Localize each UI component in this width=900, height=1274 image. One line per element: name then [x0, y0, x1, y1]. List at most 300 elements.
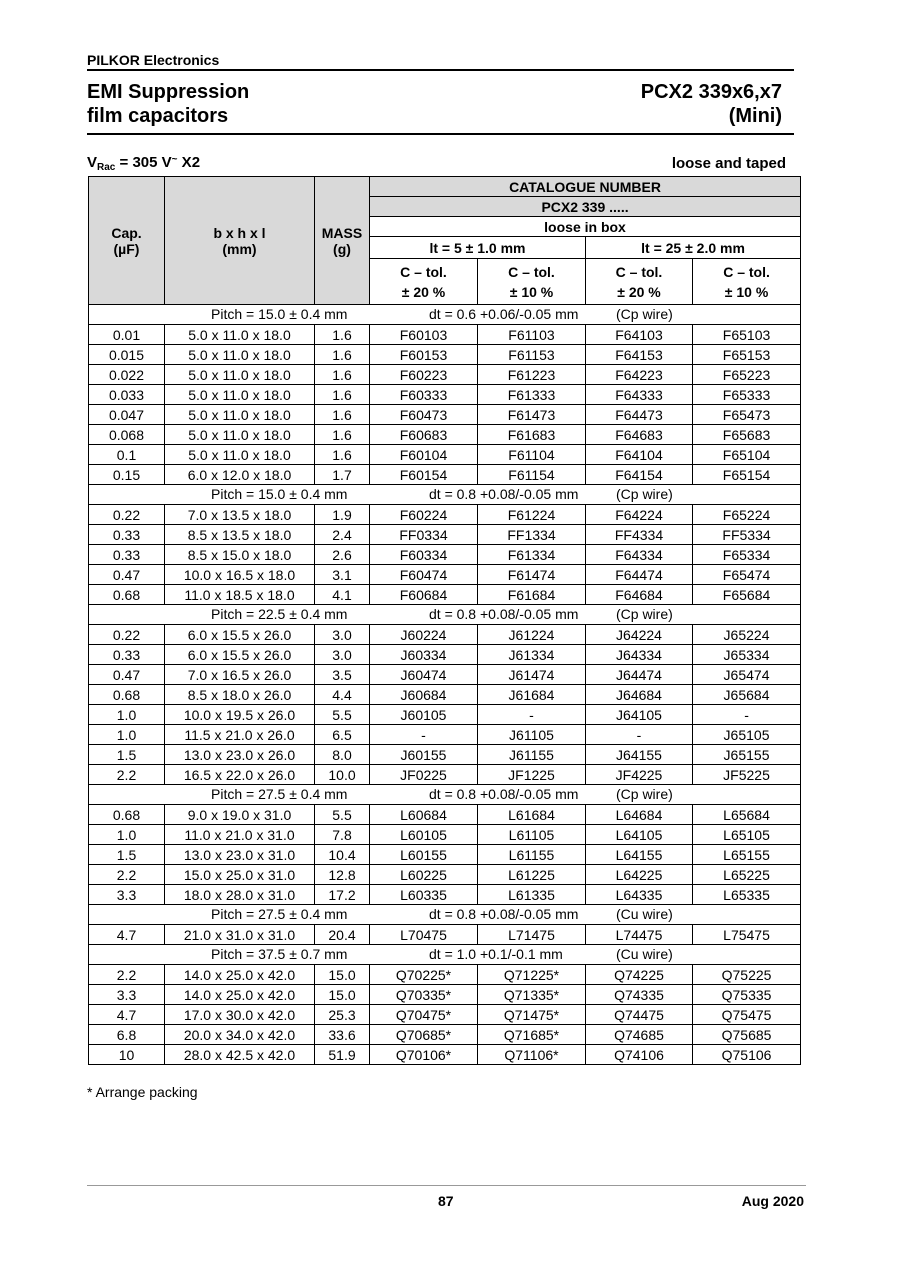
dimensions-cell: 16.5 x 22.0 x 26.0	[165, 765, 315, 785]
footer-rule	[87, 1185, 806, 1186]
catalogue-cell-25-20: F64153	[586, 345, 693, 365]
catalogue-cell-25-10: Q75225	[693, 965, 801, 985]
catalogue-cell-5-20: Q70475*	[370, 1005, 478, 1025]
table-row	[89, 565, 801, 585]
catalogue-number-header: CATALOGUE NUMBER	[370, 177, 801, 197]
dimensions-cell: 5.0 x 11.0 x 18.0	[165, 345, 315, 365]
catalogue-cell-25-10: J65224	[693, 625, 801, 645]
catalogue-cell-5-10: L61155	[478, 845, 586, 865]
table-row	[89, 445, 801, 465]
mass-cell: 3.0	[315, 625, 370, 645]
wire-diameter-spec: dt = 0.8 +0.08/-0.05 mm	[429, 486, 579, 502]
pitch-row	[89, 785, 801, 805]
dimensions-cell: 5.0 x 11.0 x 18.0	[165, 365, 315, 385]
catalogue-cell-25-20: J64224	[586, 625, 693, 645]
mass-cell: 10.0	[315, 765, 370, 785]
cap-cell: 1.0	[89, 705, 165, 725]
mass-cell: 4.1	[315, 585, 370, 605]
cap-cell: 0.33	[89, 645, 165, 665]
catalogue-cell-5-20: F60683	[370, 425, 478, 445]
lead-length-5-header: lt = 5 ± 1.0 mm	[370, 237, 586, 259]
catalogue-cell-25-10: F65223	[693, 365, 801, 385]
tol-label: C – tol.	[400, 263, 447, 280]
cap-cell: 3.3	[89, 885, 165, 905]
catalogue-cell-5-10: Q71335*	[478, 985, 586, 1005]
mass-cell: 12.8	[315, 865, 370, 885]
catalogue-cell-5-10: L61225	[478, 865, 586, 885]
dimensions-cell: 20.0 x 34.0 x 42.0	[165, 1025, 315, 1045]
dimensions-cell: 18.0 x 28.0 x 31.0	[165, 885, 315, 905]
company-name: PILKOR Electronics	[87, 52, 220, 68]
dimensions-cell: 13.0 x 23.0 x 31.0	[165, 845, 315, 865]
pitch-row	[89, 905, 801, 925]
catalogue-cell-25-20: L64684	[586, 805, 693, 825]
tol-value: ± 10 %	[509, 283, 554, 300]
catalogue-cell-25-20: JF4225	[586, 765, 693, 785]
catalogue-table	[88, 176, 801, 1065]
footer-date: Aug 2020	[741, 1193, 804, 1209]
catalogue-cell-25-20: F64224	[586, 505, 693, 525]
table-row	[89, 805, 801, 825]
dimensions-cell: 10.0 x 19.5 x 26.0	[165, 705, 315, 725]
dimensions-cell: 11.0 x 21.0 x 31.0	[165, 825, 315, 845]
catalogue-cell-25-20: L64335	[586, 885, 693, 905]
catalogue-cell-5-20: F60103	[370, 325, 478, 345]
cap-cell: 3.3	[89, 985, 165, 1005]
table-row	[89, 625, 801, 645]
table-row	[89, 725, 801, 745]
pitch-row	[89, 485, 801, 505]
catalogue-cell-25-20: F64333	[586, 385, 693, 405]
catalogue-cell-25-10: L65105	[693, 825, 801, 845]
table-row	[89, 1005, 801, 1025]
table-row	[89, 525, 801, 545]
dimensions-cell: 6.0 x 15.5 x 26.0	[165, 625, 315, 645]
mass-cell: 1.6	[315, 385, 370, 405]
catalogue-cell-5-10: Q71685*	[478, 1025, 586, 1045]
catalogue-cell-25-20: J64474	[586, 665, 693, 685]
catalogue-cell-25-10: L65335	[693, 885, 801, 905]
catalogue-cell-5-20: FF0334	[370, 525, 478, 545]
mass-cell: 6.5	[315, 725, 370, 745]
catalogue-cell-5-20: F60223	[370, 365, 478, 385]
catalogue-cell-5-20: L70475	[370, 925, 478, 945]
cap-cell: 2.2	[89, 965, 165, 985]
catalogue-cell-5-20: Q70225*	[370, 965, 478, 985]
voltage-rating	[87, 154, 200, 173]
catalogue-cell-25-20: Q74685	[586, 1025, 693, 1045]
catalogue-cell-5-10: F61333	[478, 385, 586, 405]
wire-diameter-spec: dt = 0.6 +0.06/-0.05 mm	[429, 306, 579, 322]
table-row	[89, 685, 801, 705]
part-line-2: (Mini)	[728, 105, 782, 127]
catalogue-cell-5-10: J61474	[478, 665, 586, 685]
catalogue-cell-25-10: F65684	[693, 585, 801, 605]
cap-cell: 0.047	[89, 405, 165, 425]
catalogue-cell-25-20: -	[586, 725, 693, 745]
catalogue-cell-5-10: L61105	[478, 825, 586, 845]
dimensions-cell: 5.0 x 11.0 x 18.0	[165, 445, 315, 465]
dimensions-cell: 28.0 x 42.5 x 42.0	[165, 1045, 315, 1065]
dimensions-cell: 21.0 x 31.0 x 31.0	[165, 925, 315, 945]
catalogue-cell-5-20: L60684	[370, 805, 478, 825]
catalogue-cell-25-10: -	[693, 705, 801, 725]
mass-cell: 15.0	[315, 985, 370, 1005]
catalogue-cell-25-20: L64155	[586, 845, 693, 865]
dimensions-cell: 5.0 x 11.0 x 18.0	[165, 425, 315, 445]
catalogue-cell-25-20: F64683	[586, 425, 693, 445]
cap-cell: 0.47	[89, 565, 165, 585]
col-header-cap	[89, 177, 165, 305]
pitch-spec: Pitch = 15.0 ± 0.4 mm	[211, 486, 348, 502]
table-row	[89, 505, 801, 525]
catalogue-cell-25-10: F65224	[693, 505, 801, 525]
catalogue-cell-5-10: J61684	[478, 685, 586, 705]
mass-cell: 15.0	[315, 965, 370, 985]
catalogue-cell-25-10: J65334	[693, 645, 801, 665]
mass-cell: 4.4	[315, 685, 370, 705]
catalogue-cell-5-20: J60105	[370, 705, 478, 725]
cap-cell: 6.8	[89, 1025, 165, 1045]
dimensions-label: b x h x l	[213, 224, 266, 241]
catalogue-cell-5-10: F61334	[478, 545, 586, 565]
catalogue-cell-25-10: J65155	[693, 745, 801, 765]
cap-cell: 4.7	[89, 925, 165, 945]
cap-cell: 1.0	[89, 725, 165, 745]
catalogue-cell-5-20: J60155	[370, 745, 478, 765]
part-number	[641, 80, 782, 128]
wire-type: (Cp wire)	[616, 306, 673, 322]
catalogue-cell-5-20: F60334	[370, 545, 478, 565]
catalogue-cell-5-20: F60473	[370, 405, 478, 425]
wire-diameter-spec: dt = 1.0 +0.1/-0.1 mm	[429, 946, 563, 962]
dimensions-cell: 5.0 x 11.0 x 18.0	[165, 325, 315, 345]
catalogue-cell-25-20: Q74106	[586, 1045, 693, 1065]
catalogue-cell-25-10: Q75106	[693, 1045, 801, 1065]
dimensions-cell: 5.0 x 11.0 x 18.0	[165, 405, 315, 425]
table-row	[89, 465, 801, 485]
voltage-class: X2	[177, 154, 201, 171]
catalogue-cell-5-10: F61683	[478, 425, 586, 445]
dimensions-cell: 8.5 x 18.0 x 26.0	[165, 685, 315, 705]
catalogue-cell-25-10: J65105	[693, 725, 801, 745]
table-row	[89, 825, 801, 845]
page-number: 87	[438, 1193, 454, 1209]
mass-label: MASS	[321, 224, 363, 241]
cap-cell: 0.022	[89, 365, 165, 385]
catalogue-cell-25-10: F65333	[693, 385, 801, 405]
catalogue-cell-25-20: L74475	[586, 925, 693, 945]
mass-cell: 1.7	[315, 465, 370, 485]
cap-cell: 0.15	[89, 465, 165, 485]
table-row	[89, 885, 801, 905]
catalogue-cell-25-20: F64104	[586, 445, 693, 465]
catalogue-cell-5-10: F61224	[478, 505, 586, 525]
pitch-spec: Pitch = 15.0 ± 0.4 mm	[211, 306, 348, 322]
wire-diameter-spec: dt = 0.8 +0.08/-0.05 mm	[429, 786, 579, 802]
table-row	[89, 925, 801, 945]
dimensions-cell: 7.0 x 13.5 x 18.0	[165, 505, 315, 525]
catalogue-cell-25-20: L64225	[586, 865, 693, 885]
dimensions-cell: 13.0 x 23.0 x 26.0	[165, 745, 315, 765]
dimensions-cell: 6.0 x 12.0 x 18.0	[165, 465, 315, 485]
cap-cell: 0.68	[89, 805, 165, 825]
voltage-value: = 305 V	[115, 154, 172, 171]
pitch-cell	[89, 945, 801, 965]
catalogue-cell-5-20: L60105	[370, 825, 478, 845]
tol-label: C – tol.	[508, 263, 555, 280]
catalogue-cell-25-20: F64473	[586, 405, 693, 425]
catalogue-cell-25-20: F64223	[586, 365, 693, 385]
pitch-spec: Pitch = 27.5 ± 0.4 mm	[211, 906, 348, 922]
pitch-cell	[89, 305, 801, 325]
pitch-row	[89, 945, 801, 965]
dimensions-cell: 11.5 x 21.0 x 26.0	[165, 725, 315, 745]
catalogue-cell-25-20: L64105	[586, 825, 693, 845]
wire-type: (Cu wire)	[616, 906, 673, 922]
part-line-1: PCX2 339x6,x7	[640, 81, 782, 103]
catalogue-cell-5-10: L71475	[478, 925, 586, 945]
catalogue-cell-25-20: Q74225	[586, 965, 693, 985]
catalogue-cell-5-20: F60104	[370, 445, 478, 465]
cap-cell: 4.7	[89, 1005, 165, 1025]
catalogue-cell-5-10: J61334	[478, 645, 586, 665]
mass-cell: 1.6	[315, 405, 370, 425]
mass-cell: 3.1	[315, 565, 370, 585]
document-title	[87, 80, 249, 128]
table-row	[89, 985, 801, 1005]
cap-cell: 0.01	[89, 325, 165, 345]
table-row	[89, 585, 801, 605]
mass-cell: 5.5	[315, 805, 370, 825]
catalogue-cell-25-10: F65153	[693, 345, 801, 365]
cap-cell: 0.33	[89, 525, 165, 545]
pitch-cell	[89, 905, 801, 925]
cap-unit: (µF)	[113, 240, 140, 257]
wire-diameter-spec: dt = 0.8 +0.08/-0.05 mm	[429, 606, 579, 622]
table-row	[89, 845, 801, 865]
catalogue-cell-25-10: J65474	[693, 665, 801, 685]
mass-cell: 10.4	[315, 845, 370, 865]
catalogue-cell-5-20: F60154	[370, 465, 478, 485]
table-row	[89, 665, 801, 685]
cap-cell: 0.47	[89, 665, 165, 685]
catalogue-cell-25-20: F64334	[586, 545, 693, 565]
dimensions-cell: 8.5 x 15.0 x 18.0	[165, 545, 315, 565]
mass-cell: 1.9	[315, 505, 370, 525]
catalogue-cell-5-20: F60333	[370, 385, 478, 405]
tolerance-20-header	[370, 259, 478, 305]
cap-cell: 1.0	[89, 825, 165, 845]
col-header-mass	[315, 177, 370, 305]
catalogue-cell-5-20: J60224	[370, 625, 478, 645]
catalogue-cell-25-20: J64334	[586, 645, 693, 665]
catalogue-cell-25-20: F64103	[586, 325, 693, 345]
wire-type: (Cp wire)	[616, 486, 673, 502]
header-rule	[87, 69, 794, 71]
pitch-cell	[89, 785, 801, 805]
catalogue-cell-5-20: Q70685*	[370, 1025, 478, 1045]
mass-cell: 3.5	[315, 665, 370, 685]
wire-type: (Cp wire)	[616, 606, 673, 622]
cap-cell: 0.1	[89, 445, 165, 465]
cap-cell: 0.68	[89, 585, 165, 605]
dimensions-unit: (mm)	[222, 240, 257, 257]
mass-cell: 5.5	[315, 705, 370, 725]
catalogue-cell-25-10: L65155	[693, 845, 801, 865]
mass-cell: 7.8	[315, 825, 370, 845]
table-row	[89, 865, 801, 885]
packing-type: loose and taped	[671, 155, 786, 172]
pitch-spec: Pitch = 22.5 ± 0.4 mm	[211, 606, 348, 622]
catalogue-cell-5-10: FF1334	[478, 525, 586, 545]
pitch-cell	[89, 605, 801, 625]
catalogue-cell-5-10: J61155	[478, 745, 586, 765]
pitch-row	[89, 305, 801, 325]
pitch-spec: Pitch = 37.5 ± 0.7 mm	[211, 946, 348, 962]
dimensions-cell: 14.0 x 25.0 x 42.0	[165, 965, 315, 985]
dimensions-cell: 8.5 x 13.5 x 18.0	[165, 525, 315, 545]
title-line-2: film capacitors	[87, 105, 229, 127]
table-row	[89, 345, 801, 365]
voltage-subscript: Rac	[97, 162, 116, 173]
catalogue-cell-25-20: F64474	[586, 565, 693, 585]
catalogue-cell-25-10: L65225	[693, 865, 801, 885]
table-body	[89, 305, 801, 1065]
catalogue-cell-5-10: JF1225	[478, 765, 586, 785]
mass-cell: 1.6	[315, 365, 370, 385]
mass-cell: 1.6	[315, 325, 370, 345]
catalogue-cell-5-20: F60684	[370, 585, 478, 605]
table-row	[89, 325, 801, 345]
catalogue-cell-25-10: F65683	[693, 425, 801, 445]
catalogue-cell-25-10: F65103	[693, 325, 801, 345]
catalogue-cell-5-20: Q70335*	[370, 985, 478, 1005]
catalogue-cell-25-10: F65473	[693, 405, 801, 425]
catalogue-cell-25-10: F65334	[693, 545, 801, 565]
title-line-1: EMI Suppression	[87, 81, 250, 103]
catalogue-cell-5-20: J60684	[370, 685, 478, 705]
catalogue-cell-5-10: Q71106*	[478, 1045, 586, 1065]
mass-cell: 1.6	[315, 445, 370, 465]
dimensions-cell: 10.0 x 16.5 x 18.0	[165, 565, 315, 585]
catalogue-cell-25-20: Q74335	[586, 985, 693, 1005]
catalogue-cell-5-10: F61684	[478, 585, 586, 605]
catalogue-cell-25-10: Q75335	[693, 985, 801, 1005]
mass-cell: 8.0	[315, 745, 370, 765]
table-row	[89, 425, 801, 445]
pitch-row	[89, 605, 801, 625]
catalogue-cell-25-20: F64684	[586, 585, 693, 605]
series-header: PCX2 339 .....	[370, 197, 801, 217]
catalogue-cell-25-20: J64105	[586, 705, 693, 725]
dimensions-cell: 14.0 x 25.0 x 42.0	[165, 985, 315, 1005]
catalogue-cell-5-20: J60474	[370, 665, 478, 685]
cap-cell: 0.22	[89, 505, 165, 525]
mass-cell: 3.0	[315, 645, 370, 665]
dimensions-cell: 11.0 x 18.5 x 18.0	[165, 585, 315, 605]
wire-diameter-spec: dt = 0.8 +0.08/-0.05 mm	[429, 906, 579, 922]
catalogue-cell-25-20: FF4334	[586, 525, 693, 545]
catalogue-cell-5-20: L60335	[370, 885, 478, 905]
tol-label: C – tol.	[723, 263, 770, 280]
catalogue-cell-25-10: L75475	[693, 925, 801, 945]
cap-cell: 0.22	[89, 625, 165, 645]
mass-cell: 1.6	[315, 345, 370, 365]
mass-cell: 20.4	[315, 925, 370, 945]
catalogue-cell-25-10: F65474	[693, 565, 801, 585]
catalogue-cell-5-10: L61335	[478, 885, 586, 905]
catalogue-cell-25-10: L65684	[693, 805, 801, 825]
catalogue-cell-5-10: F61103	[478, 325, 586, 345]
tol-value: ± 20 %	[617, 283, 661, 300]
catalogue-cell-5-10: L61684	[478, 805, 586, 825]
catalogue-cell-5-10: -	[478, 705, 586, 725]
catalogue-cell-5-20: Q70106*	[370, 1045, 478, 1065]
cap-cell: 2.2	[89, 765, 165, 785]
tol-label: C – tol.	[615, 263, 663, 280]
voltage-ac-symbol: ~	[171, 154, 178, 165]
wire-type: (Cu wire)	[616, 946, 673, 962]
dimensions-cell: 17.0 x 30.0 x 42.0	[165, 1005, 315, 1025]
tol-value: ± 10 %	[724, 283, 769, 300]
lead-length-25-header: lt = 25 ± 2.0 mm	[586, 237, 801, 259]
table-row	[89, 965, 801, 985]
cap-cell: 0.015	[89, 345, 165, 365]
catalogue-cell-5-10: F61153	[478, 345, 586, 365]
table-row	[89, 705, 801, 725]
tol-value: ± 20 %	[401, 283, 446, 300]
wire-type: (Cp wire)	[616, 786, 673, 802]
table-row	[89, 745, 801, 765]
cap-cell: 0.68	[89, 685, 165, 705]
cap-label: Cap.	[111, 224, 142, 241]
table-row	[89, 545, 801, 565]
mass-cell: 33.6	[315, 1025, 370, 1045]
catalogue-cell-5-10: F61223	[478, 365, 586, 385]
mass-cell: 17.2	[315, 885, 370, 905]
mass-cell: 25.3	[315, 1005, 370, 1025]
mass-cell: 1.6	[315, 425, 370, 445]
cap-cell: 0.068	[89, 425, 165, 445]
catalogue-cell-5-10: F61474	[478, 565, 586, 585]
mass-unit: (g)	[333, 240, 351, 257]
catalogue-cell-5-10: F61473	[478, 405, 586, 425]
voltage-symbol: V	[87, 154, 98, 171]
cap-cell: 1.5	[89, 845, 165, 865]
catalogue-cell-5-20: F60153	[370, 345, 478, 365]
tolerance-10-header	[478, 259, 586, 305]
catalogue-cell-25-20: J64155	[586, 745, 693, 765]
cap-cell: 10	[89, 1045, 165, 1065]
footnote: * Arrange packing	[87, 1084, 198, 1100]
catalogue-cell-5-20: L60155	[370, 845, 478, 865]
catalogue-cell-25-20: Q74475	[586, 1005, 693, 1025]
table-row	[89, 645, 801, 665]
cap-cell: 1.5	[89, 745, 165, 765]
catalogue-cell-5-10: J61105	[478, 725, 586, 745]
catalogue-cell-5-20: F60474	[370, 565, 478, 585]
catalogue-cell-25-20: J64684	[586, 685, 693, 705]
table-row	[89, 365, 801, 385]
cap-cell: 0.33	[89, 545, 165, 565]
pitch-cell	[89, 485, 801, 505]
catalogue-cell-25-10: Q75475	[693, 1005, 801, 1025]
catalogue-cell-25-20: F64154	[586, 465, 693, 485]
loose-in-box-header: loose in box	[370, 217, 801, 237]
catalogue-cell-5-20: L60225	[370, 865, 478, 885]
dimensions-cell: 5.0 x 11.0 x 18.0	[165, 385, 315, 405]
